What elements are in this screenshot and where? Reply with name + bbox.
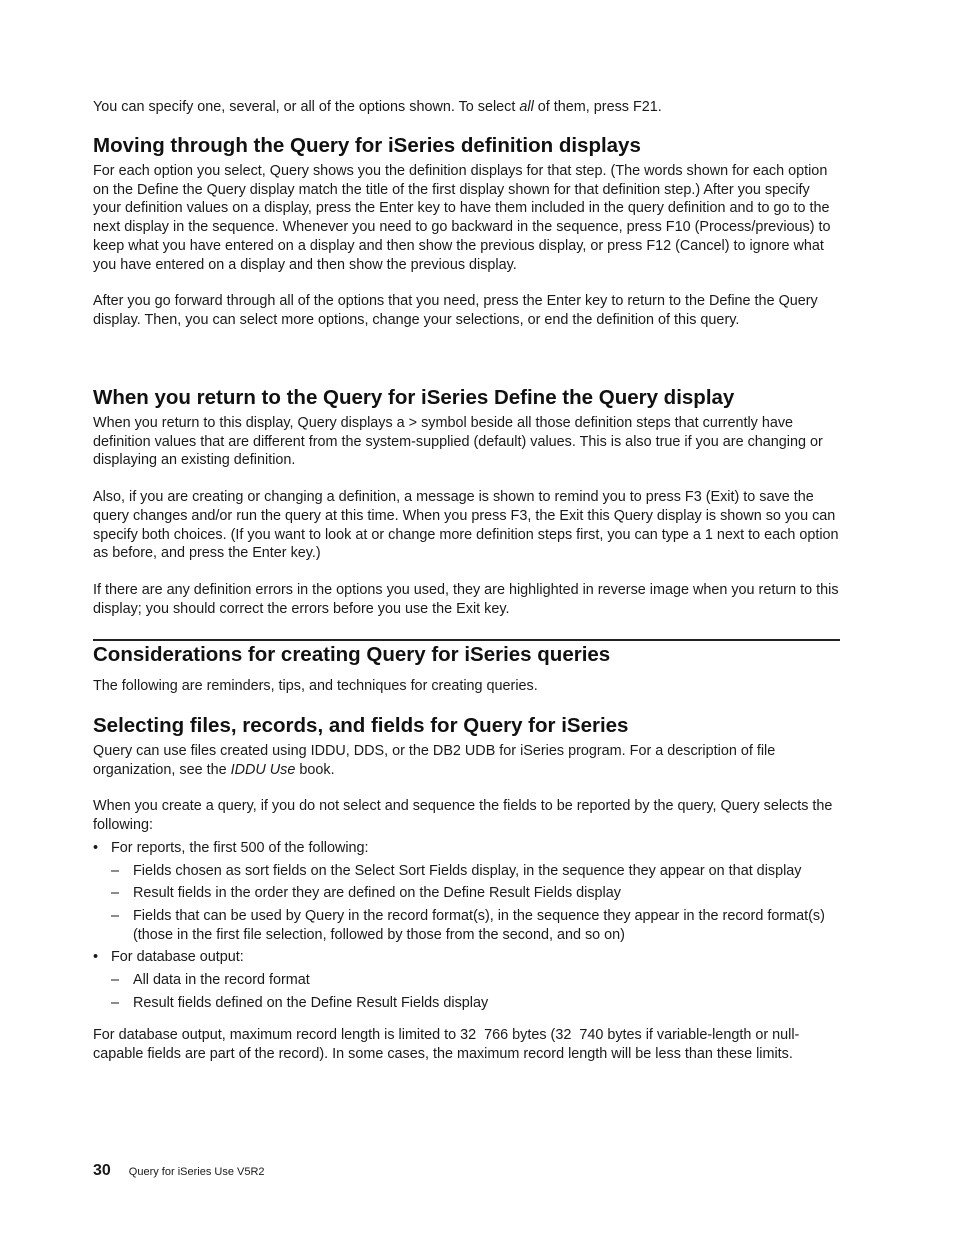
sub-item-text: Result fields defined on the Define Result Fields display [133, 994, 489, 1011]
heading-considerations: Considerations for creating Query for iSeries queries [93, 643, 611, 666]
selecting-bullet-list [93, 839, 840, 1013]
reports-sublist [93, 862, 840, 945]
selecting-p1-text-after: book. [295, 761, 335, 778]
intro-text-before: You can specify one, several, or all of the options shown. To select [93, 99, 520, 115]
sub-item-text: Fields that can be used by Query in the record format(s), in the sequence they appear in the record format(s) (those in the first file selection, followed by those from the second, and so on) [133, 907, 825, 943]
sub-item [93, 971, 840, 990]
section-considerations [93, 643, 840, 696]
selecting-p1-book-title: IDDU Use [230, 761, 296, 778]
intro-text-after: of them, press F21. [533, 99, 662, 115]
dash-mark: – [111, 972, 120, 989]
sub-item [93, 884, 840, 903]
section-selecting [93, 714, 840, 1064]
selecting-paragraph-2: When you create a query, if you do not select and sequence the fields to be reported by the query, Query selects the following: [93, 798, 833, 834]
return-paragraph-1: When you return to this display, Query displays a > symbol beside all those definition steps that currently have definition values that are different from the system-supplied (default) values. This is also true if you are changing or displaying an existing definition. [93, 415, 823, 469]
selecting-p1-text-before: Query can use files created using IDDU, DDS, or the DB2 UDB for iSeries program. For a description of file organization, see the [93, 743, 776, 778]
sub-item-text: Fields chosen as sort fields on the Select Sort Fields display, in the sequence they appear on that display [133, 862, 802, 879]
sub-item-text: All data in the record format [133, 972, 310, 989]
section-moving [93, 134, 840, 330]
bullet-item-reports [93, 839, 840, 945]
sub-item [93, 907, 840, 944]
moving-paragraph-2: After you go forward through all of the options that you need, press the Enter key to return to the Define the Query display. Then, you can select more options, change your selections, or end the definition of this query. [93, 293, 818, 328]
heading-selecting: Selecting files, records, and fields for Query for iSeries [93, 714, 629, 737]
bullet-text: For database output: [111, 949, 244, 966]
bullet-mark: • [93, 839, 99, 856]
intro-paragraph [93, 98, 840, 117]
dash-mark: – [111, 862, 120, 879]
page-number: 30 [93, 1162, 111, 1179]
heading-return: When you return to the Query for iSeries Define the Query display [93, 386, 735, 409]
dash-mark: – [111, 994, 120, 1011]
moving-paragraph-1: For each option you select, Query shows you the definition displays for that step. (The words shown for each option on the Define the Query display match the title of the first display shown for that definition step.) After you specify your definition values on a display, press the Enter key to have them included in the query definition and to go to the next display in the sequence. Whenever you need to go backward in the sequence, press F10 (Process/previous) to keep what you have entered on a display and then show the previous display, or press F12 (Cancel) to ignore what you have entered on a display and then show the previous display. [93, 163, 831, 273]
selecting-paragraph-3: For database output, maximum record length is limited to 32 766 bytes (32 740 bytes if variable-length or null-capable fields are part of the record). In some cases, the maximum record length will be less than these limits. [93, 1027, 800, 1063]
database-output-sublist [93, 971, 840, 1012]
dash-mark: – [111, 907, 120, 924]
section-return [93, 386, 840, 618]
intro-emphasis: all [519, 99, 534, 115]
sub-item-text: Result fields in the order they are defined on the Define Result Fields display [133, 885, 621, 902]
sub-item [93, 862, 840, 881]
bullet-item-database-output [93, 948, 840, 1012]
return-paragraph-2: Also, if you are creating or changing a definition, a message is shown to remind you to press F3 (Exit) to save the query changes and/or run the query at this time. When you press F3, the Exit this Query display is shown so you can specify both choices. (If you want to look at or change more definition steps first, you can type a 1 next to each option as before, and press the Enter key.) [93, 489, 839, 562]
bullet-text: For reports, the first 500 of the following: [111, 839, 369, 856]
section-divider-rule [93, 639, 840, 641]
footer-book-title: Query for iSeries Use V5R2 [128, 1166, 265, 1178]
heading-moving: Moving through the Query for iSeries definition displays [93, 134, 641, 157]
bullet-mark: • [93, 949, 99, 966]
page-footer [93, 1162, 265, 1180]
considerations-paragraph-1: The following are reminders, tips, and techniques for creating queries. [93, 678, 538, 694]
selecting-paragraph-1 [93, 742, 840, 779]
sub-item [93, 994, 840, 1013]
return-paragraph-3: If there are any definition errors in the options you used, they are highlighted in reverse image when you return to this display; you should correct the errors before you use the Exit key. [93, 581, 839, 617]
dash-mark: – [111, 885, 120, 902]
